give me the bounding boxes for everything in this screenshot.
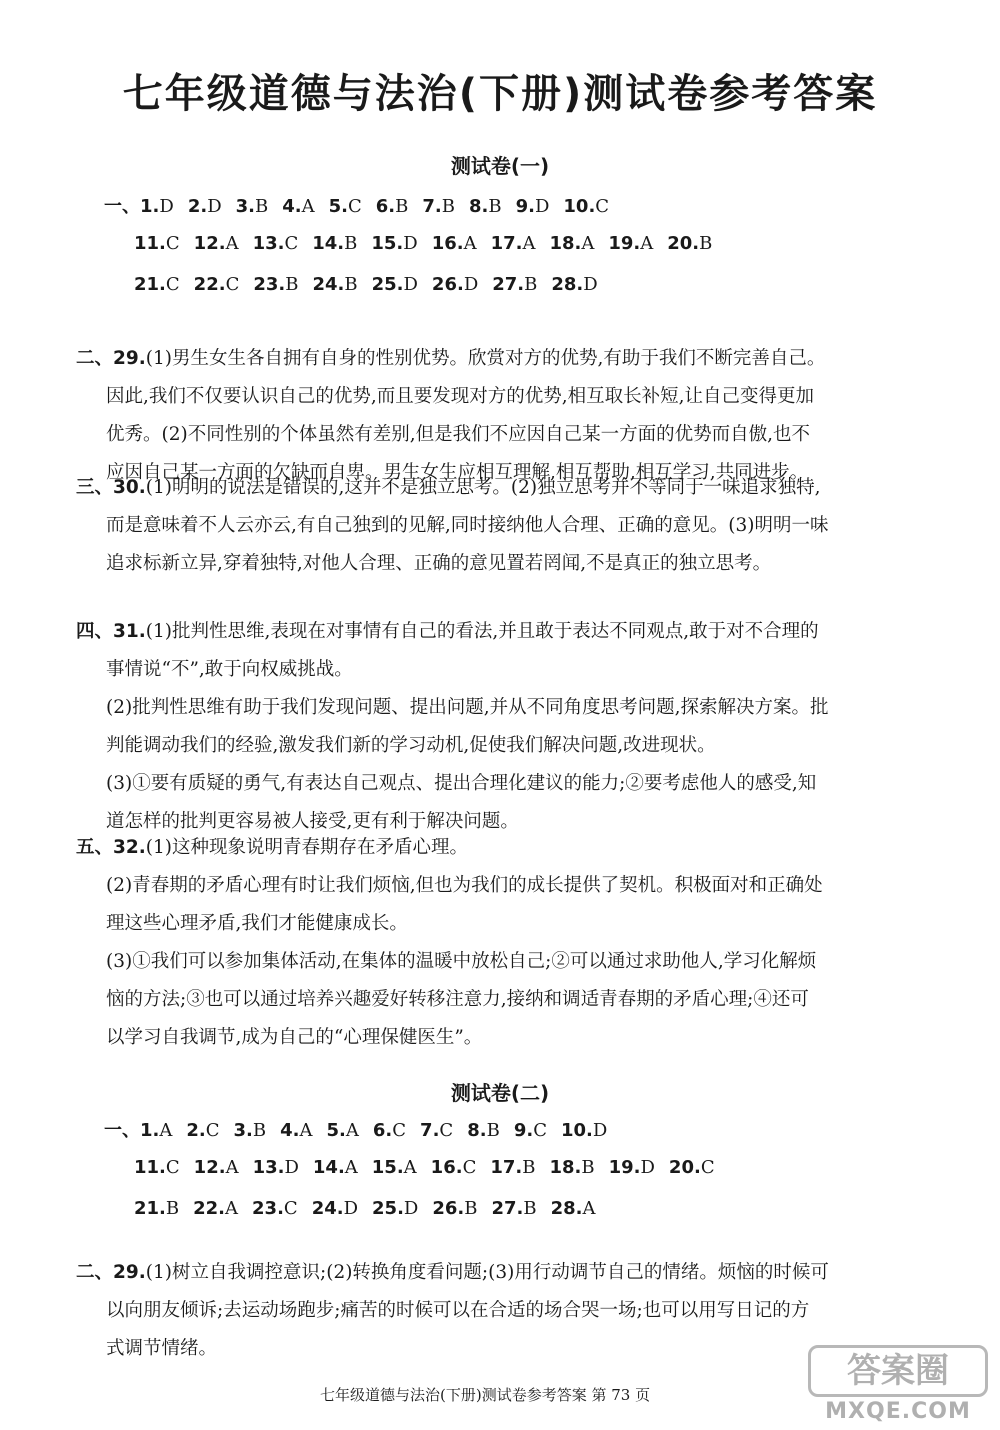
answer-letter: C — [347, 196, 362, 217]
answer-item — [140, 196, 174, 217]
question-number: 18. — [549, 1157, 582, 1178]
answer-line: (1)明明的说法是错误的,这并不是独立思考。(2)独立思考并不等同于一味追求独特, — [145, 477, 821, 498]
answer-row — [134, 233, 726, 254]
answer-item — [372, 1198, 418, 1219]
answer-letter: D — [159, 196, 174, 217]
answer-line: 恼的方法;③也可以通过培养兴趣爱好转移注意力,接纳和调适青春期的矛盾心理;④还可 — [106, 989, 809, 1010]
answer-item — [253, 274, 298, 295]
page-title: 七年级道德与法治(下册)测试卷参考答案 — [122, 71, 878, 117]
answer-item — [329, 196, 362, 217]
answer-item — [432, 233, 477, 254]
answer-line: 以学习自我调节,成为自己的“心理保健医生”。 — [106, 1027, 483, 1048]
question-number: 四、31. — [76, 621, 146, 642]
answer-letter: A — [225, 233, 239, 254]
answer-letter: A — [345, 1120, 359, 1141]
answer-letter: D — [640, 1157, 655, 1178]
answer-letter: B — [395, 196, 409, 217]
answer-item — [469, 196, 502, 217]
answer-letter: C — [392, 1120, 407, 1141]
answer-item — [514, 1120, 547, 1141]
question-number: 26. — [432, 1198, 465, 1219]
answer-letter: B — [344, 274, 358, 295]
answer-item — [234, 1120, 267, 1141]
answer-item — [236, 196, 269, 217]
answer-item — [420, 1120, 453, 1141]
answer-item — [194, 233, 239, 254]
answer-letter: B — [252, 1120, 267, 1141]
answer-item — [467, 1120, 500, 1141]
question-number: 18. — [549, 233, 582, 254]
section-number: 一、 — [104, 1120, 140, 1141]
question-number: 11. — [134, 233, 166, 254]
answer-letter: A — [159, 1120, 173, 1141]
watermark-badge: 答案圈 — [808, 1345, 988, 1397]
question-number: 25. — [371, 274, 404, 295]
answer-item — [422, 196, 455, 217]
answer-letter: A — [403, 1157, 417, 1178]
answer-line: 追求标新立异,穿着独特,对他人合理、正确的意见置若罔闻,不是真正的独立思考。 — [106, 553, 772, 574]
answer-item — [282, 196, 314, 217]
answer-letter: A — [581, 233, 595, 254]
answer-line: (2)批判性思维有助于我们发现问题、提出问题,并从不同角度思考问题,探索解决方案。批 — [106, 697, 829, 718]
test1-q32 — [76, 829, 916, 1057]
answer-line: 道怎样的批判更容易被人接受,更有利于解决问题。 — [106, 811, 519, 832]
question-number: 17. — [490, 1157, 523, 1178]
answer-line: 优秀。(2)不同性别的个体虽然有差别,但是我们不应因自己某一方面的优势而自傲,也不 — [106, 424, 810, 445]
test1-q31 — [76, 613, 916, 841]
answer-letter: D — [463, 274, 479, 295]
answer-item — [253, 1157, 299, 1178]
answer-letter: D — [592, 1120, 608, 1141]
question-number: 5. — [328, 196, 348, 217]
answer-line: 而是意味着不人云亦云,有自己独到的见解,同时接纳他人合理、正确的意见。(3)明明一味 — [106, 515, 829, 536]
answer-letter: D — [343, 1198, 359, 1219]
answer-letter: D — [403, 274, 418, 295]
question-number: 14. — [312, 233, 345, 254]
answer-line: (2)青春期的矛盾心理有时让我们烦恼,但也为我们的成长提供了契机。积极面对和正确处 — [106, 875, 823, 896]
answer-item — [669, 1157, 715, 1178]
answer-letter: C — [283, 1198, 298, 1219]
question-number: 25. — [372, 1198, 404, 1219]
question-number: 23. — [252, 1198, 284, 1219]
question-number: 28. — [550, 1198, 583, 1219]
answer-line: 式调节情绪。 — [106, 1338, 218, 1359]
answer-letter: B — [255, 196, 269, 217]
answer-item — [252, 1198, 298, 1219]
answer-item — [134, 233, 180, 254]
answer-item — [253, 233, 299, 254]
answer-line: (1)男生女生各自拥有自身的性别优势。欣赏对方的优势,有助于我们不断完善自己。 — [145, 348, 826, 369]
question-number: 3. — [235, 196, 255, 217]
answer-letter: C — [462, 1157, 477, 1178]
answer-letter: B — [488, 196, 502, 217]
answer-line: 因此,我们不仅要认识自己的优势,而且要发现对方的优势,相互取长补短,让自己变得更加 — [106, 386, 815, 407]
question-number: 13. — [252, 233, 285, 254]
question-number: 20. — [667, 233, 700, 254]
answer-item — [561, 1120, 607, 1141]
question-number: 17. — [490, 233, 523, 254]
answer-item — [313, 1157, 358, 1178]
answer-item — [194, 1157, 239, 1178]
answer-item — [667, 233, 712, 254]
answer-item — [549, 1157, 594, 1178]
answer-line: 以向朋友倾诉;去运动场跑步;痛苦的时候可以在合适的场合哭一场;也可以用写日记的方 — [106, 1300, 810, 1321]
question-number: 13. — [252, 1157, 285, 1178]
answer-letter: C — [165, 274, 180, 295]
answer-letter: C — [439, 1120, 454, 1141]
question-number: 12. — [193, 233, 226, 254]
answer-letter: B — [486, 1120, 500, 1141]
answer-letter: A — [522, 233, 536, 254]
answer-letter: D — [403, 1198, 419, 1219]
answer-item — [609, 1157, 655, 1178]
answer-letter: A — [463, 233, 477, 254]
answer-letter: B — [285, 274, 299, 295]
answer-item — [551, 1198, 596, 1219]
answer-item — [432, 274, 478, 295]
answer-item — [608, 233, 653, 254]
question-number: 4. — [282, 196, 302, 217]
answer-item — [134, 1198, 179, 1219]
answer-line: (1)树立自我调控意识;(2)转换角度看问题;(3)用行动调节自己的情绪。烦恼的时候可 — [145, 1262, 829, 1283]
answer-item — [312, 1198, 358, 1219]
question-number: 12. — [193, 1157, 226, 1178]
answer-letter: C — [225, 274, 240, 295]
question-number: 20. — [668, 1157, 701, 1178]
answer-letter: C — [205, 1120, 220, 1141]
question-number: 23. — [253, 274, 286, 295]
question-number: 16. — [431, 233, 464, 254]
question-number: 21. — [134, 274, 166, 295]
question-number: 二、29. — [76, 1262, 146, 1283]
question-number: 2. — [186, 1120, 206, 1141]
question-number: 16. — [430, 1157, 463, 1178]
answer-line: 理这些心理矛盾,我们才能健康成长。 — [106, 913, 408, 934]
answer-line: (3)①我们可以参加集体活动,在集体的温暖中放松自己;②可以通过求助他人,学习化解烦 — [106, 951, 817, 972]
answer-item — [188, 196, 222, 217]
answer-item — [549, 233, 594, 254]
answer-letter: A — [301, 196, 315, 217]
question-number: 1. — [140, 196, 160, 217]
question-number: 9. — [513, 1120, 534, 1141]
answer-letter: D — [583, 274, 598, 295]
answer-letter: C — [165, 233, 180, 254]
answer-item — [492, 274, 537, 295]
question-number: 三、30. — [76, 477, 146, 498]
answer-letter: C — [284, 233, 299, 254]
answer-item — [140, 1120, 172, 1141]
answer-item — [371, 233, 417, 254]
answer-item — [551, 274, 597, 295]
answer-row — [134, 1157, 729, 1178]
answer-letter: A — [225, 1198, 239, 1219]
answer-item — [327, 1120, 359, 1141]
answer-letter: D — [207, 196, 222, 217]
question-number: 7. — [422, 196, 442, 217]
answer-item — [516, 196, 550, 217]
section-number: 一、 — [104, 196, 140, 217]
question-number: 21. — [134, 1198, 166, 1219]
answer-line: 应因自己某一方面的欠缺而自卑。男生女生应相互理解,相互帮助,相互学习,共同进步。 — [106, 462, 809, 483]
question-number: 14. — [312, 1157, 345, 1178]
answer-item — [193, 1198, 238, 1219]
answer-letter: A — [344, 1157, 358, 1178]
question-number: 24. — [311, 1198, 344, 1219]
answer-letter: A — [225, 1157, 239, 1178]
answer-letter: B — [344, 233, 358, 254]
test2-q29 — [76, 1254, 916, 1368]
answer-item — [134, 1157, 180, 1178]
answer-letter: D — [284, 1157, 299, 1178]
question-number: 15. — [371, 1157, 404, 1178]
answer-letter: B — [522, 1157, 536, 1178]
question-number: 8. — [468, 196, 489, 217]
question-number: 二、29. — [76, 348, 146, 369]
question-number: 10. — [563, 196, 596, 217]
answer-item — [194, 274, 240, 295]
answer-letter: C — [595, 196, 610, 217]
answer-letter: A — [299, 1120, 313, 1141]
question-number: 27. — [492, 274, 525, 295]
answer-item — [372, 1157, 417, 1178]
answer-letter: C — [533, 1120, 547, 1141]
answer-line: (1)这种现象说明青春期存在矛盾心理。 — [145, 837, 468, 858]
answer-letter: D — [534, 196, 550, 217]
section-heading-test2: 测试卷(二) — [450, 1081, 550, 1105]
answer-row — [104, 192, 623, 218]
answer-item — [563, 196, 609, 217]
question-number: 6. — [375, 196, 396, 217]
watermark-logo — [808, 1345, 988, 1425]
answer-row — [134, 1198, 609, 1219]
answer-item — [372, 274, 418, 295]
question-number: 5. — [326, 1120, 346, 1141]
question-number: 22. — [193, 274, 226, 295]
question-number: 19. — [608, 233, 641, 254]
answer-letter: B — [441, 196, 455, 217]
answer-letter: C — [700, 1157, 715, 1178]
answer-line: (3)①要有质疑的勇气,有表达自己观点、提出合理化建议的能力;②要考虑他人的感受,知 — [106, 773, 817, 794]
answer-letter: A — [582, 1198, 596, 1219]
answer-row — [134, 274, 612, 295]
answer-item — [134, 274, 180, 295]
test1-q30 — [76, 469, 916, 583]
answer-item — [186, 1120, 219, 1141]
answer-item — [491, 233, 536, 254]
answer-item — [432, 1198, 477, 1219]
answer-row — [104, 1116, 621, 1142]
answer-item — [312, 233, 357, 254]
answer-line: 判能调动我们的经验,激发我们新的学习动机,促使我们解决问题,改进现状。 — [106, 735, 716, 756]
question-number: 27. — [491, 1198, 524, 1219]
section-heading-test1: 测试卷(一) — [450, 154, 550, 178]
answer-item — [280, 1120, 312, 1141]
answer-letter: B — [523, 1198, 537, 1219]
question-number: 五、32. — [76, 837, 146, 858]
answer-letter: B — [165, 1198, 180, 1219]
question-number: 22. — [193, 1198, 226, 1219]
question-number: 11. — [134, 1157, 166, 1178]
answer-line: 事情说“不”,敢于向权威挑战。 — [106, 659, 353, 680]
question-number: 1. — [140, 1120, 160, 1141]
answer-letter: B — [699, 233, 713, 254]
question-number: 19. — [608, 1157, 641, 1178]
answer-item — [312, 274, 357, 295]
question-number: 6. — [372, 1120, 393, 1141]
question-number: 15. — [371, 233, 404, 254]
answer-letter: B — [524, 274, 538, 295]
question-number: 8. — [467, 1120, 487, 1141]
watermark-site: MXQE.COM — [825, 1399, 971, 1424]
answer-line: (1)批判性思维,表现在对事情有自己的看法,并且敢于表达不同观点,敢于对不合理的 — [145, 621, 819, 642]
question-number: 24. — [312, 274, 345, 295]
question-number: 2. — [187, 196, 208, 217]
answer-letter: A — [640, 233, 654, 254]
answer-item — [373, 1120, 406, 1141]
question-number: 28. — [551, 274, 584, 295]
answer-item — [491, 1198, 536, 1219]
answer-letter: C — [165, 1157, 180, 1178]
question-number: 10. — [560, 1120, 593, 1141]
question-number: 26. — [431, 274, 464, 295]
question-number: 9. — [515, 196, 535, 217]
question-number: 3. — [233, 1120, 253, 1141]
answer-letter: B — [464, 1198, 478, 1219]
answer-item — [376, 196, 409, 217]
answer-letter: B — [581, 1157, 595, 1178]
answer-item — [490, 1157, 535, 1178]
question-number: 7. — [420, 1120, 440, 1141]
answer-letter: D — [403, 233, 418, 254]
answer-item — [431, 1157, 477, 1178]
question-number: 4. — [280, 1120, 300, 1141]
page-footer: 七年级道德与法治(下册)测试卷参考答案 第 73 页 — [320, 1386, 651, 1404]
